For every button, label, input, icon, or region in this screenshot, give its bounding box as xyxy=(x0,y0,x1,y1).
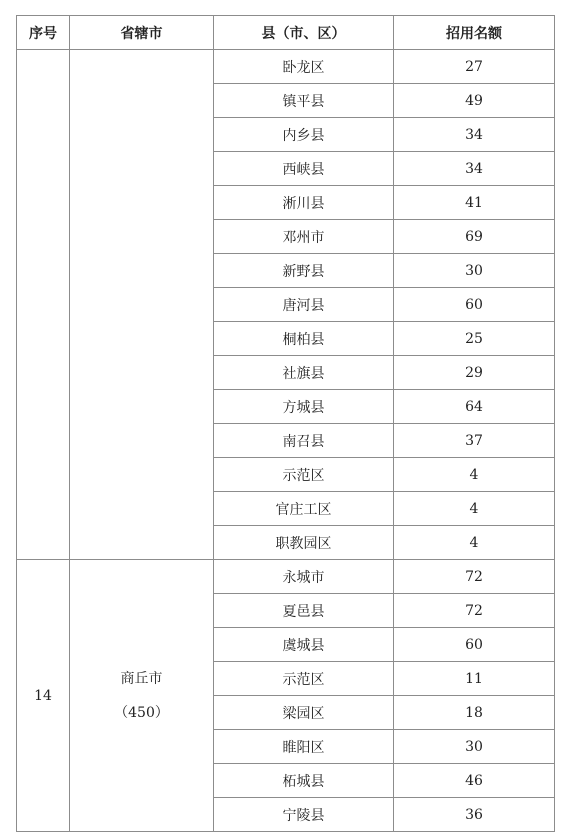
header-county: 县（市、区） xyxy=(214,16,394,50)
quota-cell: 64 xyxy=(394,390,555,424)
table-row xyxy=(17,50,555,84)
county-cell: 夏邑县 xyxy=(214,594,394,628)
county-cell: 邓州市 xyxy=(214,220,394,254)
table-row xyxy=(17,560,555,594)
county-cell: 桐柏县 xyxy=(214,322,394,356)
county-cell: 示范区 xyxy=(214,662,394,696)
header-quota: 招用名额 xyxy=(394,16,555,50)
county-cell: 镇平县 xyxy=(214,84,394,118)
quota-cell: 34 xyxy=(394,152,555,186)
quota-cell: 60 xyxy=(394,288,555,322)
quota-cell: 41 xyxy=(394,186,555,220)
quota-table xyxy=(16,15,555,832)
quota-cell: 30 xyxy=(394,730,555,764)
county-cell: 西峡县 xyxy=(214,152,394,186)
header-seq: 序号 xyxy=(17,16,70,50)
seq-cell xyxy=(17,50,70,560)
seq-cell: 14 xyxy=(17,560,70,832)
county-cell: 唐河县 xyxy=(214,288,394,322)
quota-cell: 49 xyxy=(394,84,555,118)
quota-cell: 30 xyxy=(394,254,555,288)
county-cell: 宁陵县 xyxy=(214,798,394,832)
header-city: 省辖市 xyxy=(70,16,214,50)
county-cell: 永城市 xyxy=(214,560,394,594)
county-cell: 职教园区 xyxy=(214,526,394,560)
county-cell: 虞城县 xyxy=(214,628,394,662)
quota-cell: 46 xyxy=(394,764,555,798)
quota-cell: 34 xyxy=(394,118,555,152)
quota-cell: 72 xyxy=(394,560,555,594)
quota-cell: 4 xyxy=(394,492,555,526)
quota-cell: 11 xyxy=(394,662,555,696)
quota-cell: 60 xyxy=(394,628,555,662)
county-cell: 社旗县 xyxy=(214,356,394,390)
county-cell: 新野县 xyxy=(214,254,394,288)
county-cell: 柘城县 xyxy=(214,764,394,798)
quota-cell: 4 xyxy=(394,458,555,492)
quota-cell: 36 xyxy=(394,798,555,832)
city-total: （450） xyxy=(114,704,169,721)
county-cell: 方城县 xyxy=(214,390,394,424)
city-cell xyxy=(70,560,214,832)
quota-cell: 25 xyxy=(394,322,555,356)
county-cell: 示范区 xyxy=(214,458,394,492)
county-cell: 卧龙区 xyxy=(214,50,394,84)
county-cell: 南召县 xyxy=(214,424,394,458)
county-cell: 内乡县 xyxy=(214,118,394,152)
quota-cell: 18 xyxy=(394,696,555,730)
city-name: 商丘市 xyxy=(120,670,163,687)
quota-cell: 27 xyxy=(394,50,555,84)
quota-cell: 69 xyxy=(394,220,555,254)
quota-cell: 29 xyxy=(394,356,555,390)
header-row xyxy=(17,16,555,50)
county-cell: 梁园区 xyxy=(214,696,394,730)
county-cell: 官庄工区 xyxy=(214,492,394,526)
quota-cell: 37 xyxy=(394,424,555,458)
quota-cell: 72 xyxy=(394,594,555,628)
county-cell: 睢阳区 xyxy=(214,730,394,764)
quota-cell: 4 xyxy=(394,526,555,560)
county-cell: 淅川县 xyxy=(214,186,394,220)
city-cell xyxy=(70,50,214,560)
